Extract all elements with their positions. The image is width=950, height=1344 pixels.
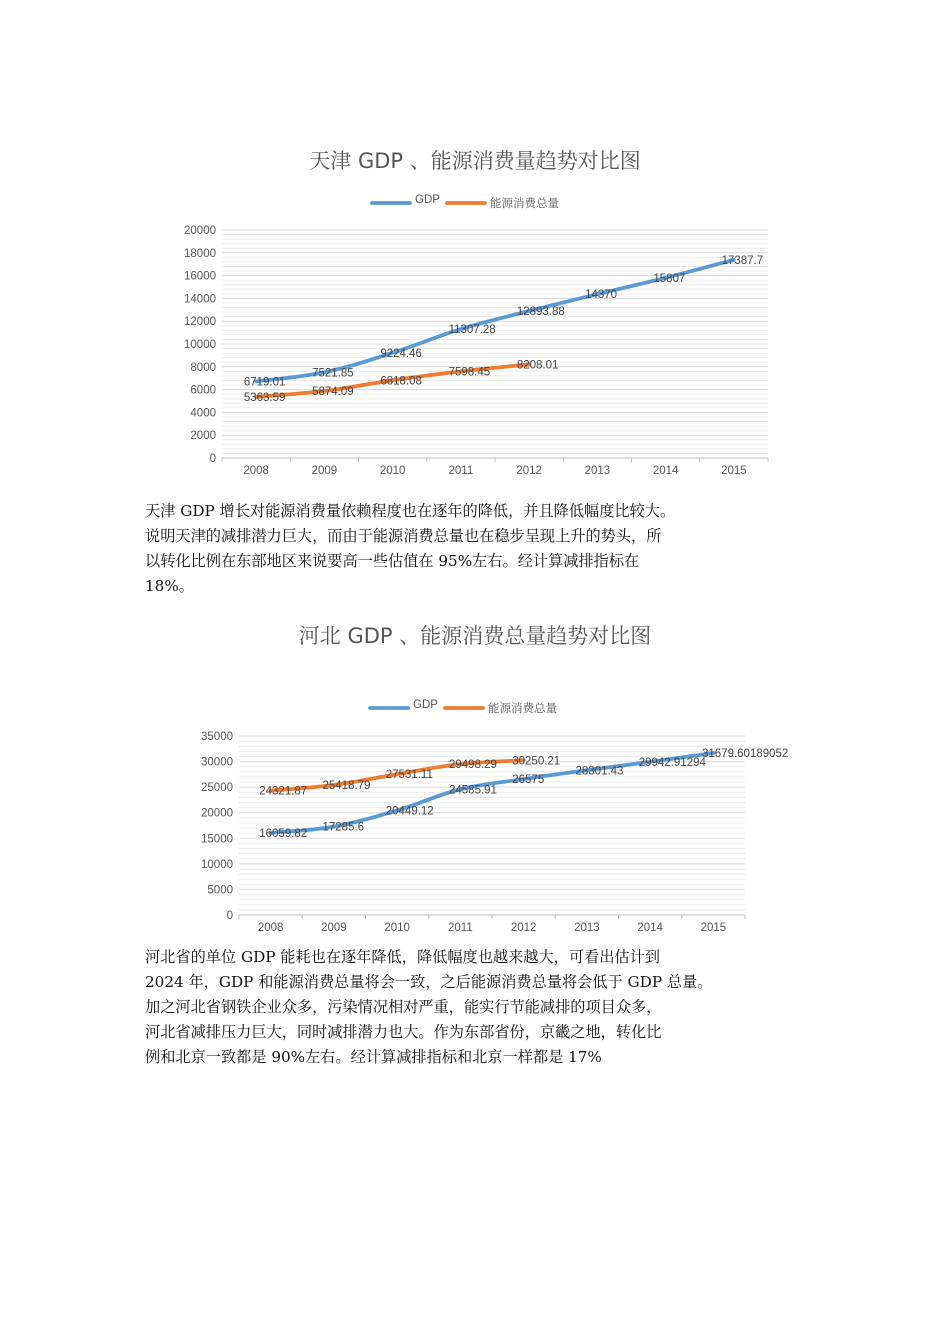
chart2-ytick-label: 25000 — [201, 782, 233, 795]
chart2-xtick-label: 2015 — [700, 922, 727, 934]
chart2-legend — [370, 699, 557, 715]
chart1-ytick-label: 2000 — [190, 430, 216, 443]
chart1-data-label-gdp: 14370 — [585, 289, 618, 302]
chart2-ytick-label: 35000 — [201, 731, 233, 743]
chart1-xtick-label: 2011 — [448, 465, 474, 477]
chart2-data-label-energy: 25418.79 — [322, 780, 371, 793]
chart1-data-label-energy: 5363.59 — [243, 391, 286, 404]
para1-line: 以转化比例在东部地区来说要高一些估值在 95%左右。经计算减排指标在 — [145, 552, 640, 570]
para2-line: 加之河北省钢铁企业众多，污染情况相对严重，能实行节能减排的项目众多， — [145, 998, 662, 1016]
chart2-ytick-label: 30000 — [201, 756, 233, 769]
chart2-data-label-gdp: 31679.60189052 — [701, 747, 789, 760]
chart1-ytick-label: 6000 — [190, 384, 216, 397]
chart1-xtick-label: 2008 — [243, 465, 269, 477]
chart2-xtick-label: 2008 — [257, 922, 284, 934]
chart1-xtick-label: 2013 — [584, 465, 611, 477]
chart2-data-label-gdp: 28301.43 — [575, 765, 624, 778]
chart2-data-label-gdp: 20449.12 — [385, 805, 434, 818]
chart1-ytick-label: 4000 — [190, 407, 216, 420]
chart1-ytick-label: 18000 — [184, 247, 216, 260]
chart1-ytick-label: 0 — [209, 453, 216, 465]
chart1-xtick-label: 2014 — [652, 465, 679, 477]
chart1-data-label-gdp: 17387.7 — [721, 254, 764, 267]
para2-line: 2024 年，GDP 和能源消费总量将会一致，之后能源消费总量将会低于 GDP 总量。 — [145, 973, 713, 991]
chart2-xtick-label: 2011 — [448, 922, 473, 934]
para2-line: 河北省的单位 GDP 能耗也在逐年降低，降低幅度也越来越大，可看出估计到 — [145, 948, 660, 966]
chart2-plot — [201, 731, 788, 934]
chart1-data-label-gdp: 7521.85 — [312, 367, 354, 380]
chart2-legend-label: 能源消费总量 — [488, 703, 557, 715]
chart1-data-label-gdp: 11307.28 — [448, 324, 496, 337]
chart1-ytick-label: 16000 — [184, 270, 216, 283]
chart2-ytick-label: 10000 — [201, 858, 233, 871]
chart1-data-label-energy: 6818.08 — [380, 375, 422, 388]
chart2-ytick-label: 0 — [226, 910, 233, 922]
chart1-xtick-label: 2015 — [721, 465, 747, 477]
chart2-ytick-label: 5000 — [207, 884, 233, 897]
chart2-data-label-energy: 27531.11 — [385, 769, 433, 782]
chart1-data-label-gdp: 9224.46 — [380, 347, 422, 360]
chart1-data-label-gdp: 15807 — [653, 272, 686, 285]
chart1-ytick-label: 14000 — [184, 293, 216, 306]
chart2-data-label-energy: 24321.87 — [259, 785, 308, 798]
chart1-xtick-label: 2012 — [516, 465, 542, 477]
chart2-data-label-gdp: 26575 — [512, 774, 545, 787]
paragraph-hebei — [145, 945, 810, 1070]
chart2-xtick-label: 2014 — [637, 922, 663, 934]
chart1-data-label-gdp: 6719.01 — [243, 376, 286, 389]
chart2-data-label-energy: 29498.29 — [448, 759, 497, 772]
chart1-xtick-label: 2009 — [311, 465, 338, 477]
chart1-legend-label: 能源消费总量 — [490, 198, 559, 210]
chart1-data-label-gdp: 12893.88 — [516, 306, 565, 319]
chart1-xtick-label: 2010 — [379, 465, 406, 477]
chart2-xtick-label: 2012 — [510, 922, 537, 934]
chart1-data-label-energy: 5874.09 — [312, 386, 354, 399]
para2-line: 河北省减排压力巨大，同时减排潜力也大。作为东部省份，京畿之地，转化比 — [145, 1023, 662, 1041]
chart2-xtick-label: 2010 — [384, 922, 410, 934]
chart2-data-label-gdp: 17285.6 — [322, 821, 365, 834]
chart1-ytick-label: 10000 — [184, 339, 216, 351]
chart1-data-label-energy: 7598.45 — [448, 366, 491, 379]
chart2-ytick-label: 15000 — [201, 833, 233, 846]
chart1-legend-label: GDP — [415, 194, 440, 206]
chart2-data-label-gdp: 16059.82 — [259, 827, 308, 840]
chart2-xtick-label: 2013 — [574, 922, 600, 934]
chart1-ytick-label: 12000 — [184, 316, 216, 329]
chart1-data-label-energy: 8208.01 — [516, 359, 559, 372]
para1-line: 18%。 — [145, 577, 194, 595]
chart2-xtick-label: 2009 — [321, 922, 347, 934]
chart2-data-label-gdp: 29942.91294 — [638, 756, 706, 769]
chart2-title: 河北 GDP 、能源消费总量趋势对比图 — [298, 624, 652, 648]
chart1-title: 天津 GDP 、能源消费量趋势对比图 — [309, 149, 641, 173]
chart2-data-label-gdp: 24585.91 — [448, 784, 497, 797]
para1-line: 天津 GDP 增长对能源消费量依赖程度也在逐年的降低，并且降低幅度比较大。 — [145, 502, 676, 520]
chart2-legend-label: GDP — [413, 699, 438, 711]
chart2-ytick-label: 20000 — [201, 807, 233, 820]
para2-line: 例和北京一致都是 90%左右。经计算减排指标和北京一样都是 17% — [145, 1048, 602, 1066]
chart1-ytick-label: 20000 — [184, 225, 216, 237]
chart1-ytick-label: 8000 — [190, 361, 216, 374]
para1-line: 说明天津的减排潜力巨大，而由于能源消费总量也在稳步呈现上升的势头，所 — [145, 527, 662, 545]
chart2-data-label-energy: 30250.21 — [512, 755, 561, 768]
